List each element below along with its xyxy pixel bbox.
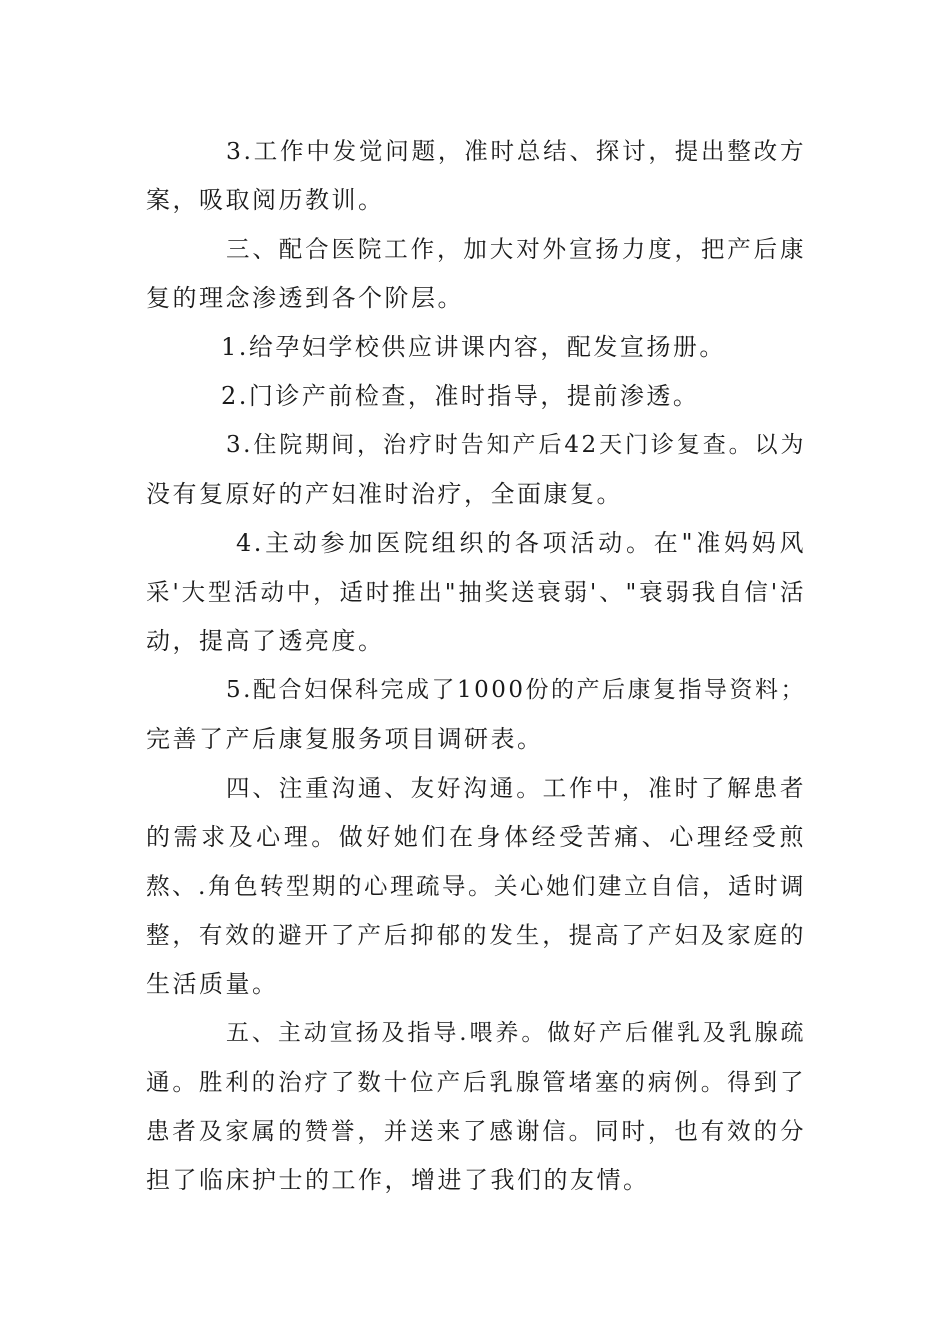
paragraph	[146, 127, 806, 225]
paragraph	[146, 764, 806, 1009]
paragraph	[146, 372, 806, 421]
paragraph	[146, 421, 806, 519]
text-line: 4.主动参加医院组织的各项活动。在"准妈妈风	[236, 529, 806, 557]
paragraph	[146, 225, 806, 323]
text-line: 患者及家属的赞誉，并送来了感谢信。同时，也有效的分	[146, 1117, 806, 1145]
text-line: 2.门诊产前检查，准时指导，提前渗透。	[221, 382, 700, 410]
text-line: 整，有效的避开了产后抑郁的发生，提高了产妇及家庭的	[146, 921, 806, 949]
text-line: 3.住院期间，治疗时告知产后42天门诊复查。以为	[226, 432, 806, 458]
text-line: 复的理念渗透到各个阶层。	[146, 284, 464, 312]
text-line: 四、注重沟通、友好沟通。工作中，准时了解患者	[226, 774, 806, 802]
text-line: 通。胜利的治疗了数十位产后乳腺管堵塞的病例。得到了	[146, 1068, 806, 1096]
paragraph	[146, 1009, 806, 1205]
paragraph	[146, 519, 806, 666]
text-line: 5.配合妇保科完成了1000份的产后康复指导资料；	[226, 677, 806, 703]
text-line: 1.给孕妇学校供应讲课内容，配发宣扬册。	[221, 333, 726, 361]
text-line: 五、主动宣扬及指导.喂养。做好产后催乳及乳腺疏	[226, 1020, 806, 1046]
text-line: 担了临床护士的工作，增进了我们的友情。	[146, 1166, 650, 1194]
text-line: 没有复原好的产妇准时治疗，全面康复。	[146, 480, 623, 508]
text-line: 三、配合医院工作，加大对外宣扬力度，把产后康	[226, 235, 806, 263]
text-line: 完善了产后康复服务项目调研表。	[146, 725, 544, 753]
text-line: 生活质量。	[146, 970, 279, 998]
paragraph	[146, 323, 806, 372]
document-body	[146, 127, 806, 1205]
text-line: 的需求及心理。做好她们在身体经受苦痛、心理经受煎	[146, 823, 806, 851]
text-line: 3.工作中发觉问题，准时总结、探讨，提出整改方	[226, 137, 806, 165]
text-line: 采'大型活动中，适时推出"抽奖送衰弱'、"衰弱我自信'活	[146, 578, 806, 606]
text-line: 熬、.角色转型期的心理疏导。关心她们建立自信，适时调	[146, 872, 806, 900]
text-line: 动，提高了透亮度。	[146, 627, 385, 655]
text-line: 案，吸取阅历教训。	[146, 186, 385, 214]
paragraph	[146, 666, 806, 764]
